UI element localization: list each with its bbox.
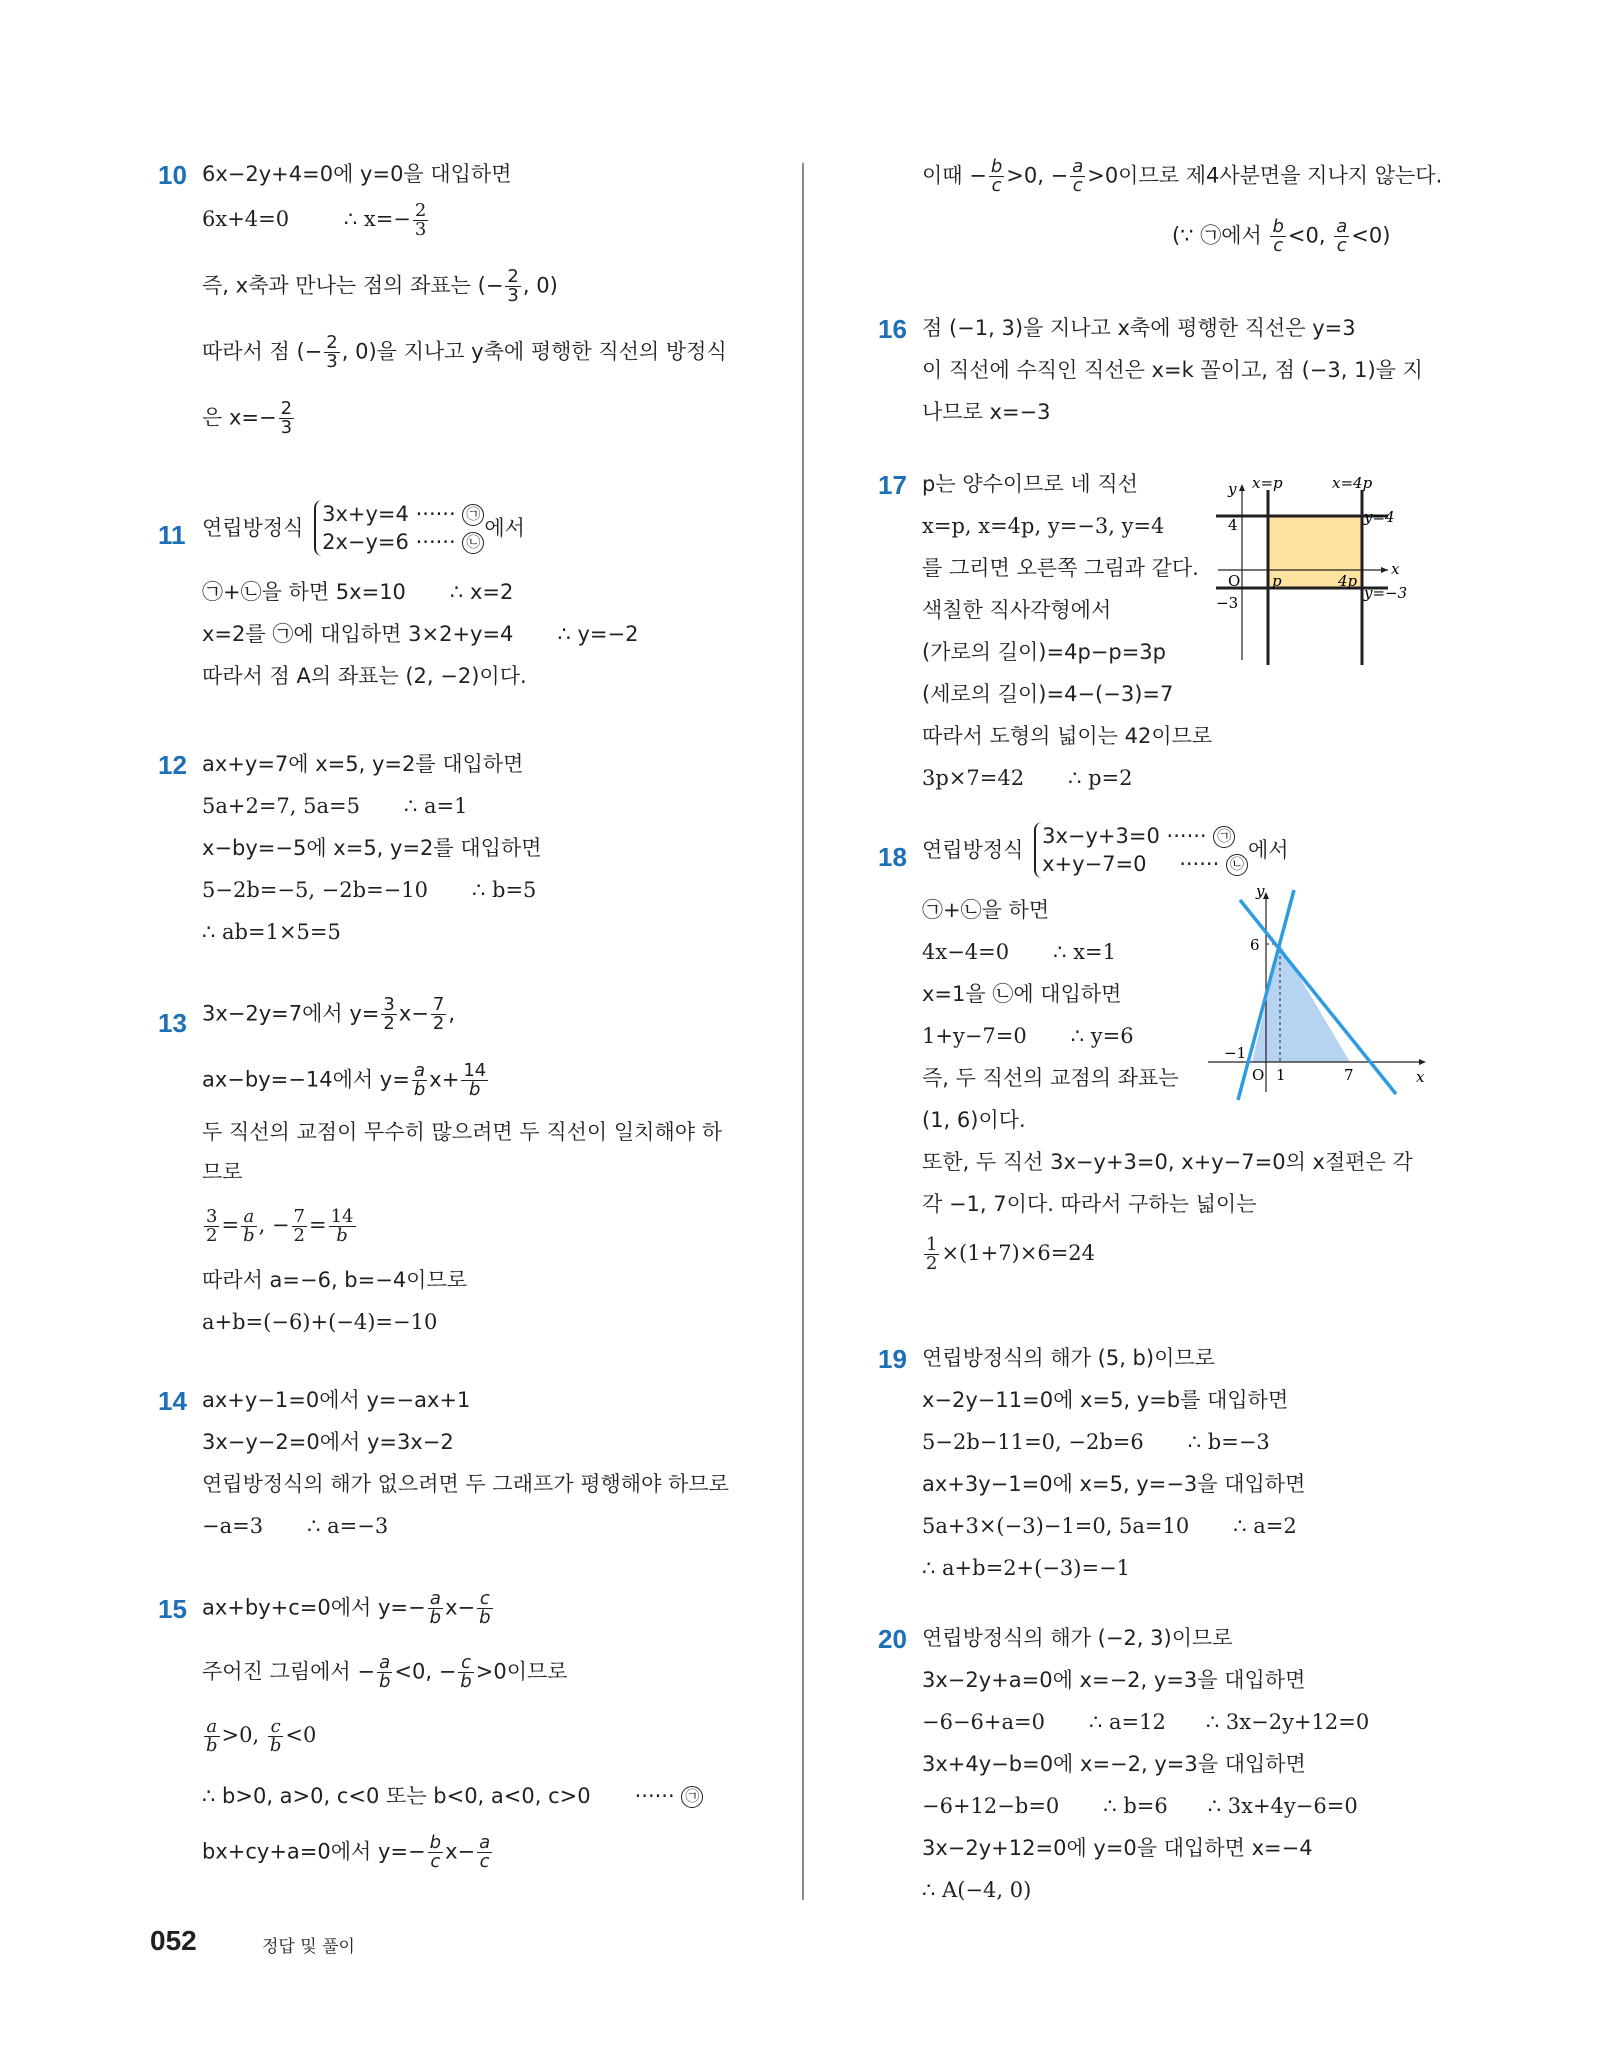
denominator: b (336, 1225, 348, 1246)
fraction (412, 1062, 427, 1099)
text: ∴ a=−3 (307, 1514, 389, 1538)
line-x+y-7 (1240, 900, 1396, 1094)
text: ∴ 3x+4y−6=0 (1207, 1794, 1358, 1818)
solution-line: 따라서 도형의 넓이는 42이므로 (922, 724, 1213, 748)
solution-line (922, 938, 1116, 966)
equation: 3x−y+3=0 (1042, 824, 1160, 848)
solution-line (202, 1718, 316, 1755)
denominator: 3 (280, 417, 293, 438)
equation-system (1034, 822, 1248, 878)
tick-label: 4 (1228, 516, 1238, 534)
problem-number: 16 (878, 314, 907, 344)
circled-label: ㉡ (1226, 854, 1248, 876)
text: ∴ b=5 (471, 878, 537, 902)
solution-line: ax+y−1=0에서 y=−ax+1 (202, 1388, 471, 1412)
circled-label: ㉠ (681, 1786, 703, 1808)
text: >0이므로 제4사분면을 지나지 않는다. (1087, 163, 1443, 188)
text: 5a+3×(−3)−1=0, 5a=10 (922, 1514, 1190, 1538)
text: 연립방정식 (922, 838, 1024, 862)
text: 3x−2y=7에서 y= (202, 1001, 380, 1026)
solution-line (202, 1834, 494, 1871)
y-axis-arrow (1239, 484, 1245, 491)
fraction (431, 996, 446, 1033)
denominator: c (1273, 235, 1284, 256)
denominator: 3 (414, 219, 427, 240)
text: −6+12−b=0 (922, 1794, 1060, 1818)
numerator: a (428, 1590, 443, 1609)
problem-number: 15 (158, 1594, 187, 1624)
solution-line: ∴ ab=1×5=5 (202, 920, 341, 944)
fraction (1334, 218, 1349, 255)
text: ∴ 3x−2y+12=0 (1205, 1710, 1370, 1734)
numerator: b (1272, 216, 1284, 237)
numerator: 14 (330, 1206, 354, 1227)
problem-number: 19 (878, 1344, 907, 1374)
solution-line: x=1을 ㉡에 대입하면 (922, 982, 1122, 1006)
numerator: 2 (326, 332, 338, 353)
solution-line: ㉠+㉡을 하면 (922, 898, 1050, 922)
solution-line (202, 202, 430, 239)
solution-line: 를 그리면 오른쪽 그림과 같다. (922, 556, 1199, 580)
text: x=2를 ㉠에 대입하면 3×2+y=4 (202, 622, 514, 646)
text: 에서 (1247, 838, 1289, 862)
text: = (309, 1213, 327, 1237)
denominator: c (430, 1851, 441, 1872)
fraction (324, 334, 339, 371)
fraction (329, 1208, 356, 1245)
fraction (1270, 218, 1285, 255)
solution-line: a+b=(−6)+(−4)=−10 (202, 1310, 438, 1334)
y-axis-label: y (1256, 882, 1265, 900)
solution-line (202, 1512, 388, 1540)
solution-line: x−by=−5에 x=5, y=2를 대입하면 (202, 836, 542, 860)
solution-line (202, 1062, 490, 1099)
text: ∴ b=−3 (1187, 1430, 1270, 1454)
text: 즉, x축과 만나는 점의 좌표는 (− (202, 273, 504, 298)
solution-line (922, 1022, 1134, 1050)
text: 에서 (484, 516, 525, 540)
denominator: c (1072, 175, 1083, 196)
numerator: 2 (507, 266, 519, 287)
text: 은 x=− (202, 405, 277, 430)
text: 주어진 그림에서 − (202, 1659, 375, 1684)
tick-label: p (1272, 572, 1282, 590)
solution-line (202, 996, 455, 1033)
denominator: c (1336, 235, 1347, 256)
solution-line (202, 1782, 703, 1810)
text: ∴ x=2 (449, 580, 514, 604)
text: ∴ y=6 (1070, 1024, 1134, 1048)
solution-line (1172, 218, 1390, 255)
text: x− (398, 1001, 429, 1026)
fraction (204, 1208, 219, 1245)
solution-line: ∴ a+b=2+(−3)=−1 (922, 1556, 1131, 1580)
solution-line: 연립방정식의 해가 없으려면 두 그래프가 평행해야 하므로 (202, 1472, 729, 1496)
solution-line: 두 직선의 교점이 무수히 많으려면 두 직선이 일치해야 하 (202, 1120, 722, 1144)
text: ∴ y=−2 (557, 622, 639, 646)
numerator: 2 (280, 398, 293, 419)
fraction (477, 1590, 492, 1627)
problem-number: 13 (158, 1008, 187, 1038)
solution-line (202, 620, 638, 648)
text: ax+by+c=0에서 y=− (202, 1595, 426, 1620)
fraction (204, 1718, 220, 1755)
text: , − (258, 1213, 290, 1237)
denominator: 2 (293, 1225, 305, 1246)
fraction (381, 996, 396, 1033)
solution-line (922, 1428, 1270, 1456)
text: , 0) (522, 273, 558, 298)
text: 5−2b−11=0, −2b=6 (922, 1430, 1144, 1454)
solution-line (202, 1208, 358, 1245)
text: ×(1+7)×6=24 (941, 1241, 1096, 1265)
tick-label: 6 (1250, 936, 1260, 954)
numerator: 14 (463, 1060, 487, 1081)
numerator: a (377, 1654, 392, 1673)
text: , 0)을 지나고 y축에 평행한 직선의 방정식 (341, 339, 727, 364)
solution-line: 색칠한 직사각형에서 (922, 598, 1112, 622)
text: 5a+2=7, 5a=5 (202, 794, 360, 818)
equation: x+y−7=0 (1042, 852, 1147, 876)
text: , (448, 1001, 456, 1026)
text: 이때 − (922, 163, 987, 188)
shaded-triangle (1252, 944, 1350, 1062)
solution-line (922, 1236, 1095, 1273)
line-label: x=p (1252, 474, 1283, 492)
solution-line: 3x−2y+12=0에 y=0을 대입하면 x=−4 (922, 1836, 1313, 1860)
solution-line (202, 876, 536, 904)
problem-number: 14 (158, 1386, 187, 1416)
solution-line (922, 764, 1133, 792)
numerator: 3 (383, 994, 395, 1015)
text: 연립방정식 (202, 516, 304, 540)
text: (∵ ㉠에서 (1172, 223, 1269, 248)
denominator: 2 (206, 1225, 218, 1246)
solution-line (922, 1792, 1358, 1820)
solution-line: 3x−y−2=0에서 y=3x−2 (202, 1430, 454, 1454)
tick-label: −3 (1216, 594, 1239, 612)
text: >0이므로 (475, 1659, 568, 1684)
solution-line (922, 1708, 1369, 1736)
dots: ······ (634, 1784, 675, 1808)
numerator: c (477, 1590, 492, 1609)
solution-line: (가로의 길이)=4p−p=3p (922, 640, 1166, 664)
problem-number: 18 (878, 842, 907, 872)
text: <0, − (394, 1659, 457, 1684)
numerator: a (412, 1062, 427, 1081)
section-label: 정답 및 풀이 (262, 1937, 355, 1957)
dots: ······ (1166, 824, 1207, 848)
solution-line (202, 334, 727, 371)
page-number: 052 (150, 1925, 197, 1956)
fraction (241, 1208, 257, 1245)
solution-line: 각 −1, 7이다. 따라서 구하는 넓이는 (922, 1192, 1257, 1216)
denominator: 3 (507, 285, 519, 306)
line-label: y=4 (1364, 508, 1395, 526)
text: <0, (1287, 223, 1333, 248)
solution-line: (1, 6)이다. (922, 1108, 1026, 1132)
problem-number: 10 (158, 160, 187, 190)
rectangle-graph (1188, 470, 1408, 670)
text: ∴ p=2 (1068, 766, 1133, 790)
solution-line: 연립방정식의 해가 (5, b)이므로 (922, 1346, 1215, 1370)
solution-line: 점 (−1, 3)을 지나고 x축에 평행한 직선은 y=3 (922, 316, 1356, 340)
solution-line: 3x−2y+a=0에 x=−2, y=3을 대입하면 (922, 1668, 1306, 1692)
text: x− (445, 1839, 476, 1864)
numerator: 7 (293, 1206, 305, 1227)
solution-line (922, 822, 1289, 878)
solution-line: 따라서 a=−6, b=−4이므로 (202, 1268, 468, 1292)
fraction (413, 202, 428, 239)
solution-line (202, 1654, 568, 1691)
text: 따라서 점 (− (202, 339, 323, 364)
numerator: b (990, 156, 1003, 177)
solution-line: x=p, x=4p, y=−3, y=4 (922, 514, 1165, 538)
denominator: 2 (383, 1013, 395, 1034)
denominator: 2 (926, 1253, 938, 1274)
solution-line: 3x+4y−b=0에 x=−2, y=3을 대입하면 (922, 1752, 1306, 1776)
numerator: 1 (926, 1234, 938, 1255)
text: = (221, 1213, 240, 1237)
solution-line: 6x−2y+4=0에 y=0을 대입하면 (202, 162, 512, 186)
denominator: b (269, 1735, 282, 1756)
text: 4x−4=0 (922, 940, 1010, 964)
numerator: 3 (206, 1206, 218, 1227)
fraction (924, 1236, 939, 1273)
text: 5−2b=−5, −2b=−10 (202, 878, 428, 902)
text: ∴ x=1 (1053, 940, 1116, 964)
denominator: 2 (432, 1013, 445, 1034)
y-axis-label: y (1228, 480, 1237, 498)
circled-label: ㉠ (1213, 826, 1235, 848)
text: x− (445, 1595, 476, 1620)
denominator: b (378, 1671, 391, 1692)
circled-label: ㉠ (462, 504, 484, 526)
circled-label: ㉡ (462, 532, 484, 554)
denominator: b (479, 1607, 491, 1628)
text: ∴ a=12 (1089, 1710, 1166, 1734)
numerator: c (268, 1718, 284, 1737)
tick-label: 4p (1338, 572, 1358, 590)
text: >0, (221, 1723, 266, 1747)
text: ∴ b=6 (1103, 1794, 1168, 1818)
numerator: b (429, 1832, 442, 1853)
numerator: a (204, 1718, 220, 1737)
solution-line: 연립방정식의 해가 (−2, 3)이므로 (922, 1626, 1233, 1650)
text: ax−by=−14에서 y= (202, 1067, 410, 1092)
solution-line: p는 양수이므로 네 직선 (922, 472, 1138, 496)
line-label: y=−3 (1364, 584, 1408, 602)
solution-line (202, 400, 296, 437)
fraction (461, 1062, 488, 1099)
problem-number: 11 (158, 520, 186, 550)
text: −6−6+a=0 (922, 1710, 1045, 1734)
solution-line: 따라서 점 A의 좌표는 (2, −2)이다. (202, 664, 527, 688)
solution-line: (세로의 길이)=4−(−3)=7 (922, 682, 1174, 706)
denominator: b (206, 1735, 218, 1756)
origin-label: O (1228, 572, 1241, 590)
denominator: c (991, 175, 1002, 196)
x-axis-arrow (1381, 567, 1388, 573)
tick-label: 1 (1276, 1066, 1286, 1084)
fraction (268, 1718, 284, 1755)
solution-line (202, 1590, 495, 1627)
numerator: a (241, 1208, 257, 1227)
tick-label: −1 (1224, 1044, 1247, 1062)
fraction (279, 400, 294, 437)
denominator: b (413, 1079, 426, 1100)
fraction (428, 1590, 443, 1627)
text: 3p×7=42 (922, 766, 1025, 790)
solution-line: 또한, 두 직선 3x−y+3=0, x+y−7=0의 x절편은 각 (922, 1150, 1413, 1174)
solution-line (922, 1512, 1297, 1540)
denominator: b (460, 1671, 472, 1692)
solution-line (202, 578, 513, 606)
dots: ······ (1179, 852, 1220, 876)
text: bx+cy+a=0에서 y=− (202, 1839, 426, 1864)
origin-label: O (1252, 1066, 1265, 1084)
solution-line: ax+y=7에 x=5, y=2를 대입하면 (202, 752, 524, 776)
fraction (989, 158, 1004, 195)
x-axis-label: x (1416, 1068, 1425, 1086)
fraction (477, 1834, 492, 1871)
solution-line: 나므로 x=−3 (922, 400, 1051, 424)
fraction (1070, 158, 1085, 195)
solution-line: x−2y−11=0에 x=5, y=b를 대입하면 (922, 1388, 1289, 1412)
fraction (292, 1208, 307, 1245)
equation-system (314, 500, 484, 556)
fraction (458, 1654, 473, 1691)
triangle-graph (1198, 882, 1433, 1112)
text: 1+y−7=0 (922, 1024, 1027, 1048)
solution-line (202, 500, 525, 556)
solution-line (922, 158, 1442, 195)
text: >0, − (1006, 163, 1069, 188)
solution-line: ax+3y−1=0에 x=5, y=−3을 대입하면 (922, 1472, 1306, 1496)
fraction (505, 268, 520, 305)
equation: ∴ x=− (343, 207, 411, 231)
equation: 3x+y=4 (322, 502, 409, 526)
fraction (428, 1834, 443, 1871)
solution-line: 즉, 두 직선의 교점의 좌표는 (922, 1066, 1179, 1090)
x-axis-arrow (1419, 1059, 1426, 1065)
line-label: x=4p (1332, 474, 1373, 492)
solution-line: ∴ A(−4, 0) (922, 1878, 1032, 1902)
numerator: a (479, 1832, 491, 1853)
problem-number: 17 (878, 470, 907, 500)
denominator: b (469, 1079, 481, 1100)
numerator: 7 (432, 994, 445, 1015)
denominator: b (429, 1607, 442, 1628)
solution-line (202, 792, 468, 820)
denominator: c (479, 1851, 490, 1872)
fraction (377, 1654, 392, 1691)
text: <0 (285, 1723, 317, 1747)
numerator: a (1336, 216, 1348, 237)
problem-number: 12 (158, 750, 187, 780)
column-divider (802, 163, 804, 1900)
equation: 6x+4=0 (202, 207, 290, 231)
solution-line (202, 268, 558, 305)
tick-label: 7 (1344, 1066, 1354, 1084)
solution-line: 므로 (202, 1160, 243, 1184)
dots: ······ (415, 530, 456, 554)
text: ∴ b>0, a>0, c<0 또는 b<0, a<0, c>0 (202, 1784, 591, 1808)
x-axis-label: x (1391, 560, 1400, 578)
text: −a=3 (202, 1514, 264, 1538)
solution-line: 이 직선에 수직인 직선은 x=k 꼴이고, 점 (−3, 1)을 지 (922, 358, 1423, 382)
text: ∴ a=2 (1233, 1514, 1297, 1538)
denominator: b (243, 1225, 255, 1246)
numerator: c (458, 1654, 473, 1673)
numerator: a (1072, 156, 1084, 177)
problem-number: 20 (878, 1624, 907, 1654)
dots: ······ (415, 502, 456, 526)
numerator: 2 (414, 200, 427, 221)
equation: 2x−y=6 (322, 530, 409, 554)
text: ∴ a=1 (403, 794, 468, 818)
text: ㉠+㉡을 하면 5x=10 (202, 580, 406, 604)
text: x+ (429, 1067, 460, 1092)
denominator: 3 (326, 351, 338, 372)
text: <0) (1351, 223, 1391, 248)
